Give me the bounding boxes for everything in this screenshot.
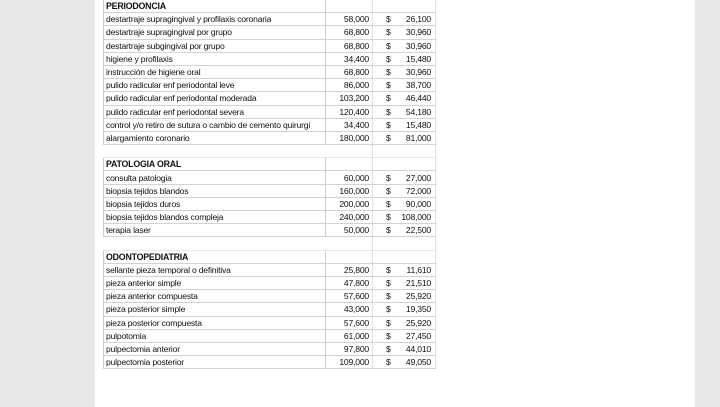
empty-cell <box>373 0 398 13</box>
table-row <box>104 13 436 26</box>
section-title: ODONTOPEDIATRIA <box>104 250 326 263</box>
item-name: sellante pieza temporal o definitiva <box>104 263 326 276</box>
currency-symbol: $ <box>373 26 398 39</box>
item-amount: 21,510 <box>397 276 436 289</box>
item-amount: 46,440 <box>397 92 436 105</box>
item-name: pulpectomia posterior <box>104 356 326 369</box>
empty-cell <box>373 250 398 263</box>
table-row <box>104 184 436 197</box>
currency-symbol: $ <box>373 39 398 52</box>
item-price: 109,000 <box>326 356 373 369</box>
item-price: 50,000 <box>326 224 373 237</box>
currency-symbol: $ <box>373 92 398 105</box>
section-title: PERIODONCIA <box>104 0 326 13</box>
currency-symbol: $ <box>373 329 398 342</box>
item-amount: 25,920 <box>397 290 436 303</box>
table-row <box>104 105 436 118</box>
currency-symbol: $ <box>373 171 398 184</box>
empty-cell <box>104 145 326 158</box>
item-name: pieza posterior compuesta <box>104 316 326 329</box>
table-row <box>104 52 436 65</box>
empty-cell <box>373 237 398 250</box>
item-price: 86,000 <box>326 79 373 92</box>
item-price: 240,000 <box>326 211 373 224</box>
empty-cell <box>397 237 436 250</box>
item-name: terapia laser <box>104 224 326 237</box>
item-name: biopsia tejidos blandos compleja <box>104 211 326 224</box>
item-name: pieza anterior simple <box>104 276 326 289</box>
section-header <box>104 158 436 171</box>
item-amount: 90,000 <box>397 197 436 210</box>
item-amount: 22,500 <box>397 224 436 237</box>
item-price: 34,400 <box>326 52 373 65</box>
item-name: biopsia tejidos duros <box>104 197 326 210</box>
currency-symbol: $ <box>373 13 398 26</box>
item-amount: 81,000 <box>397 131 436 144</box>
item-price: 58,000 <box>326 13 373 26</box>
currency-symbol: $ <box>373 118 398 131</box>
table-row <box>104 26 436 39</box>
item-price: 57,600 <box>326 290 373 303</box>
section-header <box>104 250 436 263</box>
item-amount: 19,350 <box>397 303 436 316</box>
item-name: destartraje subgingival por grupo <box>104 39 326 52</box>
item-name: higiene y profilaxis <box>104 52 326 65</box>
price-sheet <box>103 0 436 369</box>
item-price: 60,000 <box>326 171 373 184</box>
currency-symbol: $ <box>373 131 398 144</box>
item-amount: 27,000 <box>397 171 436 184</box>
currency-symbol: $ <box>373 211 398 224</box>
item-price: 103,200 <box>326 92 373 105</box>
currency-symbol: $ <box>373 224 398 237</box>
item-price: 47,800 <box>326 276 373 289</box>
item-price: 34,400 <box>326 118 373 131</box>
currency-symbol: $ <box>373 303 398 316</box>
item-amount: 72,000 <box>397 184 436 197</box>
item-price: 25,800 <box>326 263 373 276</box>
empty-cell <box>326 237 373 250</box>
currency-symbol: $ <box>373 290 398 303</box>
currency-symbol: $ <box>373 263 398 276</box>
item-price: 200,000 <box>326 197 373 210</box>
currency-symbol: $ <box>373 316 398 329</box>
empty-cell <box>373 145 398 158</box>
empty-cell <box>104 237 326 250</box>
currency-symbol: $ <box>373 356 398 369</box>
currency-symbol: $ <box>373 342 398 355</box>
table-row <box>104 131 436 144</box>
item-amount: 15,480 <box>397 52 436 65</box>
section-spacer <box>104 145 436 158</box>
empty-cell <box>397 250 436 263</box>
item-name: pulido radicular enf periodontal moderada <box>104 92 326 105</box>
item-amount: 49,050 <box>397 356 436 369</box>
currency-symbol: $ <box>373 79 398 92</box>
item-price: 180,000 <box>326 131 373 144</box>
table-row <box>104 290 436 303</box>
table-row <box>104 224 436 237</box>
table-row <box>104 276 436 289</box>
item-amount: 108,000 <box>397 211 436 224</box>
price-sheet-body <box>104 0 436 369</box>
item-price: 97,800 <box>326 342 373 355</box>
section-title: PATOLOGIA ORAL <box>104 158 326 171</box>
item-price: 57,600 <box>326 316 373 329</box>
item-amount: 30,960 <box>397 26 436 39</box>
empty-cell <box>326 250 373 263</box>
item-price: 68,800 <box>326 26 373 39</box>
section-spacer <box>104 237 436 250</box>
table-row <box>104 65 436 78</box>
table-row <box>104 79 436 92</box>
currency-symbol: $ <box>373 52 398 65</box>
table-row <box>104 329 436 342</box>
item-amount: 54,180 <box>397 105 436 118</box>
empty-cell <box>326 158 373 171</box>
currency-symbol: $ <box>373 184 398 197</box>
item-amount: 38,700 <box>397 79 436 92</box>
empty-cell <box>397 0 436 13</box>
item-name: pieza posterior simple <box>104 303 326 316</box>
empty-cell <box>326 145 373 158</box>
item-name: control y/o retiro de sutura o cambio de cemento quirurgi <box>104 118 326 131</box>
item-name: instrucción de higiene oral <box>104 65 326 78</box>
empty-cell <box>397 158 436 171</box>
item-name: pulido radicular enf periodontal severa <box>104 105 326 118</box>
empty-cell <box>326 0 373 13</box>
table-row <box>104 39 436 52</box>
item-price: 61,000 <box>326 329 373 342</box>
item-price: 43,000 <box>326 303 373 316</box>
currency-symbol: $ <box>373 105 398 118</box>
item-amount: 30,960 <box>397 65 436 78</box>
table-row <box>104 356 436 369</box>
currency-symbol: $ <box>373 65 398 78</box>
section-header <box>104 0 436 13</box>
empty-cell <box>373 158 398 171</box>
item-name: pieza anterior compuesta <box>104 290 326 303</box>
item-amount: 44,010 <box>397 342 436 355</box>
item-amount: 25,920 <box>397 316 436 329</box>
empty-cell <box>397 145 436 158</box>
item-name: destartraje supragingival por grupo <box>104 26 326 39</box>
item-amount: 15,480 <box>397 118 436 131</box>
item-name: consulta patologia <box>104 171 326 184</box>
table-row <box>104 92 436 105</box>
item-amount: 27,450 <box>397 329 436 342</box>
table-row <box>104 197 436 210</box>
item-amount: 30,960 <box>397 39 436 52</box>
item-name: pulpectomia anterior <box>104 342 326 355</box>
table-row <box>104 263 436 276</box>
item-price: 120,400 <box>326 105 373 118</box>
table-row <box>104 171 436 184</box>
currency-symbol: $ <box>373 276 398 289</box>
item-name: destartraje supragingival y profilaxis coronaria <box>104 13 326 26</box>
table-row <box>104 118 436 131</box>
item-price: 68,800 <box>326 39 373 52</box>
item-name: pulido radicular enf periodontal leve <box>104 79 326 92</box>
currency-symbol: $ <box>373 197 398 210</box>
item-name: biopsia tejidos blandos <box>104 184 326 197</box>
item-amount: 11,610 <box>397 263 436 276</box>
table-row <box>104 342 436 355</box>
table-row <box>104 211 436 224</box>
table-row <box>104 303 436 316</box>
table-row <box>104 316 436 329</box>
item-amount: 26,100 <box>397 13 436 26</box>
item-name: alargamiento coronario <box>104 131 326 144</box>
item-name: pulpotomia <box>104 329 326 342</box>
item-price: 68,800 <box>326 65 373 78</box>
item-price: 160,000 <box>326 184 373 197</box>
